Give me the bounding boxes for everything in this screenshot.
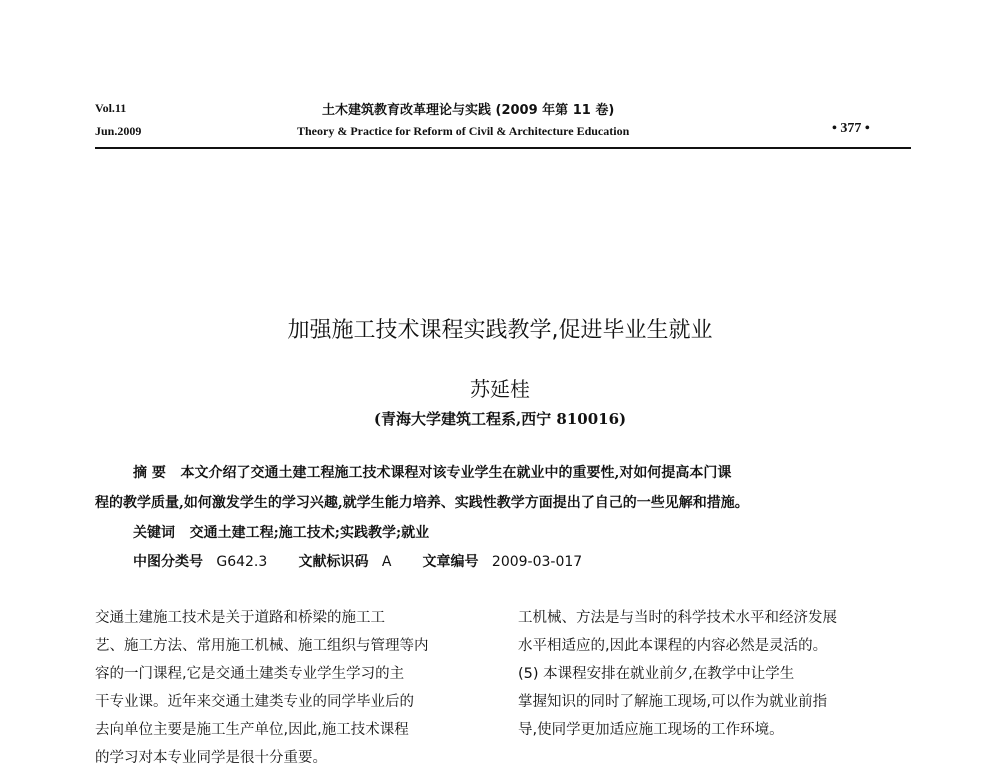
journal-title-en: Theory & Practice for Reform of Civil & Architecture Education [297,124,630,138]
issue-date-label: Jun.2009 [95,124,142,138]
author-affiliation: (青海大学建筑工程系,西宁 810016) [373,410,627,428]
classification-line [133,551,582,571]
keywords-text: 交通土建工程;施工技术;实践教学;就业 [189,525,430,541]
keywords-line [133,518,429,548]
body-right-line: (5) 本课程安排在就业前夕,在教学中让学生 [518,666,795,682]
body-left-column [95,604,429,772]
body-left-line: 交通土建施工技术是关于道路和桥梁的施工工 [95,610,385,626]
author-name: 苏延桂 [470,377,530,401]
abstract-line-2: 程的教学质量,如何激发学生的学习兴趣,就学生能力培养、实践性教学方面提出了自己的一些见解和措施。 [95,495,749,511]
body-right-line: 导,使同学更加适应施工现场的工作环境。 [518,722,784,738]
keywords-label: 关键词 [133,525,175,541]
clc-value: G642.3 [216,554,268,570]
volume-label: Vol.11 [95,101,127,115]
abstract-text-1: 本文介绍了交通土建工程施工技术课程对该专业学生在就业中的重要性,对如何提高本门课 [180,465,732,481]
article-number-value: 2009-03-017 [491,554,583,570]
body-right-line: 掌握知识的同时了解施工现场,可以作为就业前指 [518,694,828,710]
abstract-line-1 [133,458,731,488]
body-right-column [518,604,837,744]
page-number: • 377 • [832,121,870,136]
article-number-label: 文章编号 [422,554,479,570]
article-title: 加强施工技术课程实践教学,促进毕业生就业 [287,318,713,343]
body-right-line: 水平相适应的,因此本课程的内容必然是灵活的。 [518,638,828,654]
body-right-line: 工机械、方法是与当时的科学技术水平和经济发展 [518,610,837,626]
body-left-line: 干专业课。近年来交通土建类专业的同学毕业后的 [95,694,414,710]
body-left-line: 的学习对本专业同学是很十分重要。 [95,750,327,766]
body-left-line: 去向单位主要是施工生产单位,因此,施工技术课程 [95,722,409,738]
body-left-line: 容的一门课程,它是交通土建类专业学生学习的主 [95,666,405,682]
journal-title-cn: 土木建筑教育改革理论与实践 (2009 年第 11 卷) [322,103,615,118]
body-left-line: 艺、施工方法、常用施工机械、施工组织与管理等内 [95,638,429,654]
doc-code-value: A [381,554,392,570]
header-rule [95,147,911,149]
clc-label: 中图分类号 [133,554,203,570]
abstract-label: 摘 要 [133,465,166,481]
doc-code-label: 文献标识码 [298,554,369,570]
